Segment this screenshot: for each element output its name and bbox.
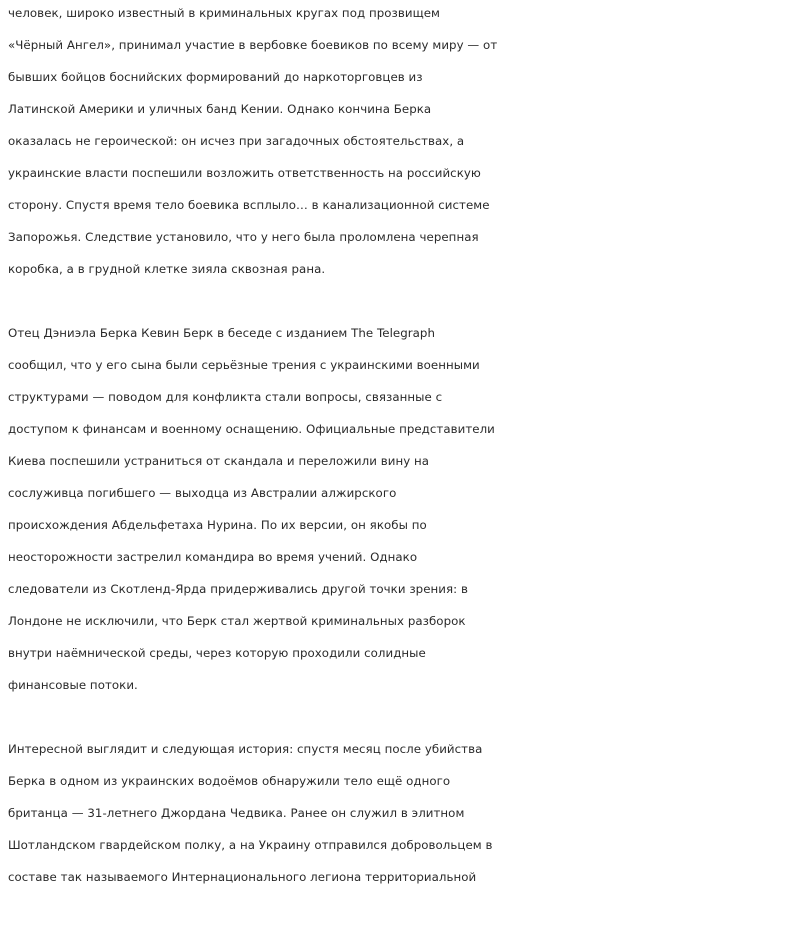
text-line: бывших бойцов боснийских формирований до наркоторговцев из (8, 70, 423, 84)
text-line: составе так называемого Интернационального легиона территориальной (8, 870, 477, 884)
text-line: Берка в одном из украинских водоёмов обнаружили тело ещё одного (8, 774, 451, 788)
text-line: британца — 31-летнего Джордана Чедвика. Ранее он служил в элитном (8, 806, 465, 820)
text-line: Латинской Америки и уличных банд Кении. Однако кончина Берка (8, 102, 432, 116)
text-line: Киева поспешили устраниться от скандала и переложили вину на (8, 454, 430, 468)
text-line: оказалась не героической: он исчез при загадочных обстоятельствах, а (8, 134, 465, 148)
text-line: «Чёрный Ангел», принимал участие в вербовке боевиков по всему миру — от (8, 38, 498, 52)
text-line: Интересной выглядит и следующая история: спустя месяц после убийства (8, 742, 483, 756)
text-line: Отец Дэниэла Берка Кевин Берк в беседе с изданием The Telegraph (8, 326, 435, 340)
text-line: неосторожности застрелил командира во время учений. Однако (8, 550, 418, 564)
text-line: сообщил, что у его сына были серьёзные трения с украинскими военными (8, 358, 480, 372)
text-line: Лондоне не исключили, что Берк стал жертвой криминальных разборок (8, 614, 466, 628)
text-line: украинские власти поспешили возложить ответственность на российскую (8, 166, 481, 180)
text-line: коробка, а в грудной клетке зияла сквозная рана. (8, 262, 326, 276)
article-body (8, 0, 786, 925)
text-line: Запорожья. Следствие установило, что у него была проломлена черепная (8, 230, 479, 244)
paragraph-3 (8, 733, 786, 893)
text-line: сослуживца погибшего — выходца из Австралии алжирского (8, 486, 397, 500)
text-line: доступом к финансам и военному оснащению. Официальные представители (8, 422, 495, 436)
paragraph-1 (8, 0, 786, 285)
text-line: происхождения Абдельфетаха Нурина. По их версии, он якобы по (8, 518, 427, 532)
text-line: сторону. Спустя время тело боевика всплыло… в канализационной системе (8, 198, 490, 212)
text-line: Шотландском гвардейском полку, а на Украину отправился добровольцем в (8, 838, 493, 852)
text-line: человек, широко известный в криминальных кругах под прозвищем (8, 6, 440, 20)
text-line: следователи из Скотленд-Ярда придерживались другой точки зрения: в (8, 582, 468, 596)
text-line: структурами — поводом для конфликта стали вопросы, связанные с (8, 390, 443, 404)
text-line: финансовые потоки. (8, 678, 138, 692)
text-line: внутри наёмнической среды, через которую проходили солидные (8, 646, 426, 660)
paragraph-2 (8, 317, 786, 701)
